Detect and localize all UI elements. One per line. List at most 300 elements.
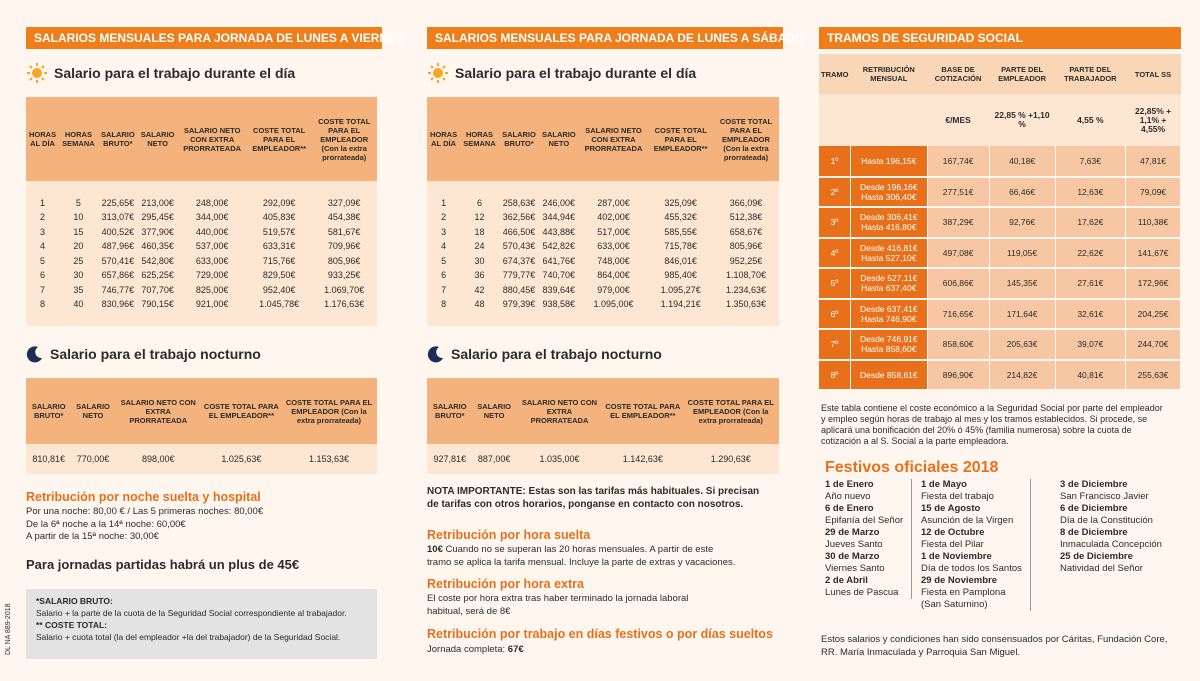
ss-table: [819, 54, 1181, 391]
ret-line: A partir de la 15ª noche: 30,00€: [26, 531, 159, 542]
hour-rate-text: [427, 544, 735, 569]
section-header: SALARIOS MENSUALES PARA JORNADA DE LUNES A VIERNES: [26, 27, 382, 49]
column-header: SALARIO NETO: [76, 402, 110, 420]
column-header: SALARIO BRUTO*: [100, 130, 135, 148]
table-cell: 1.025,63€: [221, 454, 262, 464]
moon-icon: [427, 345, 445, 363]
table-row: [819, 207, 1181, 238]
holiday-name: (San Saturnino): [921, 599, 988, 610]
column-header: BASE DE COTIZACIÓN: [934, 65, 982, 83]
night-section-title: [427, 345, 662, 363]
table-cell: 141,67€: [1126, 238, 1181, 269]
legal-deposit: DL NA 889-2018: [5, 603, 12, 655]
table-cell: Desde 637,41€ Hasta 746,90€: [851, 299, 928, 330]
column-header: COSTE TOTAL PARA EL EMPLEADOR (Con la extra prorrateada): [285, 397, 373, 425]
table-cell: 36: [474, 270, 485, 281]
table-cell: 858,60€: [927, 329, 989, 360]
day-title-text: Salario para el trabajo durante el día: [455, 65, 697, 81]
table-cell: 4: [441, 241, 447, 252]
table-cell: 537,00€: [195, 241, 229, 252]
table-cell: 625,25€: [141, 270, 174, 281]
table-cell: 570,43€: [502, 241, 536, 252]
extra-hour-line: El coste por hora extra tras haber terminado la jornada laboral: [427, 593, 689, 604]
holiday-date: 1 de Noviembre: [921, 551, 992, 562]
column-subheader: 4,55 %: [1077, 114, 1104, 125]
holiday-date: 29 de Noviembre: [921, 575, 998, 586]
table-cell: 729,00€: [195, 270, 229, 281]
table-cell: 790,15€: [141, 299, 174, 310]
night-hospital-text: [26, 506, 263, 544]
spacer-cell: [26, 312, 377, 327]
holiday-item: [825, 479, 903, 503]
holiday-column: [825, 479, 912, 599]
table-cell: 3º: [819, 207, 851, 238]
table-cell: 8: [40, 299, 46, 310]
holiday-name: Fiesta del Pilar: [921, 539, 984, 550]
table-row: [26, 239, 377, 254]
holiday-date: 2 de Abril: [825, 575, 868, 586]
column-header: HORAS SEMANA: [62, 130, 95, 148]
table-cell: 35: [73, 284, 84, 295]
note-text: Salario + la parte de la cuota de la Seguridad Social correspondiente al trabajador.: [36, 608, 347, 618]
holiday-name: Fiesta del trabajo: [921, 491, 994, 502]
night-title-text: Salario para el trabajo nocturno: [451, 346, 662, 362]
holiday-item: [921, 479, 1022, 503]
holiday-name: San Francisco Javier: [1060, 491, 1149, 502]
desc-line: cotización a al S. Social a la parte empleadora.: [821, 436, 1009, 446]
hour-rate-line: tramo se aplica la tarifa mensual. Incluye la parte de extras y vacaciones.: [427, 556, 736, 568]
moon-icon: [26, 345, 44, 363]
table-cell: 30: [73, 270, 84, 281]
table-cell: 40: [73, 299, 84, 310]
table-cell: 258,63€: [502, 197, 536, 208]
hour-rate-title: Retribución por hora suelta: [427, 528, 591, 542]
ret-line: Por una noche: 80,00 € / Las 5 primeras noches: 80,00€: [26, 506, 264, 517]
table-cell: 344,94€: [542, 212, 576, 223]
table-cell: 715,76€: [262, 255, 296, 266]
holiday-column: [1060, 479, 1162, 575]
table-row: [819, 177, 1181, 208]
section-header: TRAMOS DE SEGURIDAD SOCIAL: [819, 27, 1181, 49]
table-cell: 110,38€: [1126, 207, 1181, 238]
holiday-date: 6 de Diciembre: [1060, 503, 1128, 514]
table-cell: 455,32€: [664, 212, 697, 223]
table-cell: Desde 527,11€ Hasta 637,40€: [851, 268, 928, 299]
table-cell: 66,46€: [989, 177, 1055, 208]
section-header: SALARIOS MENSUALES PARA JORNADA DE LUNES A SÁBADO: [427, 27, 783, 49]
table-cell: 8: [441, 299, 447, 310]
holiday-rate-text: [427, 644, 524, 657]
note-text: Salario + cuota total (la del empleador +la del trabajador) de la Seguridad Social.: [36, 632, 341, 642]
day-salary-table: [26, 97, 377, 326]
hour-rate-value: 10€: [427, 544, 443, 555]
table-cell: 39,07€: [1055, 329, 1126, 360]
table-cell: 171,64€: [989, 299, 1055, 330]
column-header: COSTE TOTAL PARA EL EMPLEADOR (Con la extra prorrateada): [318, 116, 371, 162]
table-cell: 42: [474, 284, 485, 295]
holiday-date: 6 de Enero: [825, 503, 874, 514]
night-section-title: [26, 345, 261, 363]
table-cell: 3: [40, 226, 46, 237]
table-cell: 709,96€: [327, 241, 361, 252]
table-cell: 145,35€: [989, 268, 1055, 299]
table-cell: 487,96€: [101, 241, 135, 252]
table-cell: 4: [40, 241, 46, 252]
desc-line: aplicará una bonificación del 20% ó 45% (familia numerosa) sobre la cuota de: [821, 425, 1132, 435]
table-cell: 40,18€: [989, 146, 1055, 177]
table-cell: 1.069,70€: [324, 284, 365, 295]
column-subheader: €/MES: [945, 114, 971, 125]
table-cell: 10: [73, 212, 84, 223]
table-row: [26, 196, 377, 211]
footer-line: Estos salarios y condiciones han sido consensuados por Cáritas, Fundación Core,: [821, 634, 1168, 645]
table-cell: 12: [474, 212, 485, 223]
table-cell: 460,35€: [141, 241, 174, 252]
table-cell: 839,64€: [542, 284, 576, 295]
spacer-cell: [427, 181, 779, 196]
table-cell: 172,96€: [1126, 268, 1181, 299]
holiday-date: 1 de Enero: [825, 479, 874, 490]
table-cell: 952,40€: [262, 284, 296, 295]
table-cell: 779,77€: [502, 270, 536, 281]
column-subheader: 22,85 % +1,10 %: [994, 110, 1050, 129]
table-cell: 325,09€: [664, 197, 697, 208]
table-cell: 7: [441, 284, 447, 295]
table-cell: 896,90€: [927, 360, 989, 391]
table-cell: 287,00€: [597, 197, 630, 208]
spacer-row: [427, 312, 779, 327]
column-subheader: [851, 94, 928, 146]
table-cell: 366,09€: [729, 197, 763, 208]
spacer-row: [26, 181, 377, 196]
notes-box: [26, 589, 377, 659]
column-header: COSTE TOTAL PARA EL EMPLEADOR**: [203, 402, 279, 420]
holiday-item: [921, 527, 1022, 551]
table-cell: 213,00€: [141, 197, 174, 208]
table-header-row: [26, 378, 377, 444]
column-header: SALARIO NETO: [477, 402, 511, 420]
table-cell: 1.234,63€: [725, 284, 766, 295]
table-cell: 898,00€: [141, 454, 175, 464]
table-cell: 1.095,27€: [660, 284, 701, 295]
table-cell: 770,00€: [76, 454, 110, 464]
table-cell: 805,96€: [729, 241, 763, 252]
column-header: PARTE DEL EMPLEADOR: [998, 65, 1047, 83]
table-row: [26, 444, 377, 474]
table-cell: 825,00€: [195, 284, 229, 295]
table-cell: 377,90€: [141, 226, 174, 237]
column-header: TRAMO: [821, 69, 849, 79]
column-header: SALARIO NETO CON EXTRA PRORRATEADA: [120, 397, 196, 425]
holiday-item: [825, 503, 903, 527]
column-header: RETRIBUCIÓN MENSUAL: [862, 65, 915, 83]
holiday-item: [921, 503, 1022, 527]
table-cell: 18: [474, 226, 485, 237]
table-header-row: [427, 378, 779, 444]
table-cell: 921,00€: [195, 299, 229, 310]
table-cell: 204,25€: [1126, 299, 1181, 330]
desc-line: y empleo según horas de trabajo al mes y los tramos establecidos. Si procede, se: [821, 414, 1148, 424]
holiday-rate-value: 67€: [507, 644, 524, 655]
table-cell: 32,61€: [1055, 299, 1126, 330]
table-row: [427, 210, 779, 225]
table-cell: 748,00€: [597, 255, 630, 266]
table-cell: 443,88€: [542, 226, 576, 237]
table-row: [427, 239, 779, 254]
spacer-row: [26, 312, 377, 327]
table-cell: 952,25€: [729, 255, 763, 266]
day-salary-table: [427, 97, 779, 326]
table-cell: 5: [441, 255, 447, 266]
note-title: *SALARIO BRUTO:: [36, 596, 113, 606]
spacer-cell: [26, 181, 377, 196]
table-row: [26, 254, 377, 269]
table-cell: 214,82€: [989, 360, 1055, 391]
table-cell: 1.153,63€: [308, 454, 349, 464]
column-header: COSTE TOTAL PARA EL EMPLEADOR (Con la extra prorrateada): [687, 397, 774, 425]
holiday-date: 25 de Diciembre: [1060, 551, 1133, 562]
night-title-text: Salario para el trabajo nocturno: [50, 346, 261, 362]
table-row: [427, 283, 779, 298]
table-cell: 512,38€: [729, 212, 763, 223]
table-cell: 2º: [819, 177, 851, 208]
table-header-row: [427, 97, 779, 181]
table-cell: 585,55€: [664, 226, 697, 237]
table-cell: Desde 416,81€ Hasta 527,10€: [851, 238, 928, 269]
table-cell: 400,52€: [101, 226, 135, 237]
table-row: [427, 268, 779, 283]
table-cell: 25: [73, 255, 84, 266]
table-row: [819, 299, 1181, 330]
table-cell: 292,09€: [262, 197, 296, 208]
note-line: NOTA IMPORTANTE: Estas son las tarifas más habituales. Si precisan: [427, 486, 760, 497]
holiday-item: [1060, 527, 1162, 551]
table-row: [26, 225, 377, 240]
table-cell: 805,96€: [327, 255, 361, 266]
table-cell: 1: [441, 197, 447, 208]
table-row: [427, 297, 779, 312]
table-cell: 633,31€: [262, 241, 296, 252]
table-cell: 1.045,78€: [259, 299, 300, 310]
table-cell: 244,70€: [1126, 329, 1181, 360]
night-salary-table: [427, 378, 779, 474]
holiday-name: Día de todos los Santos: [921, 563, 1022, 574]
table-cell: 927,81€: [433, 454, 466, 464]
table-row: [427, 225, 779, 240]
table-cell: 167,74€: [927, 146, 989, 177]
table-cell: 633,00€: [597, 241, 630, 252]
table-row: [26, 283, 377, 298]
table-row: [819, 360, 1181, 391]
table-cell: 362,56€: [502, 212, 536, 223]
holiday-column: [921, 479, 1031, 611]
note-title: ** COSTE TOTAL:: [36, 620, 107, 630]
holiday-name: Día de la Constitución: [1060, 515, 1153, 526]
holiday-item: [1060, 551, 1162, 575]
table-cell: 5: [40, 255, 46, 266]
table-cell: 27,61€: [1055, 268, 1126, 299]
column-subheader: [819, 94, 851, 146]
column-header: SALARIO BRUTO*: [31, 402, 66, 420]
table-cell: 6: [40, 270, 46, 281]
holiday-name: Asunción de la Virgen: [921, 515, 1014, 526]
table-cell: 497,08€: [927, 238, 989, 269]
column-header: HORAS AL DÍA: [29, 130, 57, 148]
table-cell: 1.142,63€: [622, 454, 663, 464]
table-cell: 880,45€: [502, 284, 536, 295]
holiday-name: Jueves Santo: [825, 539, 883, 550]
table-cell: 1.108,70€: [725, 270, 766, 281]
table-cell: 313,07€: [101, 212, 135, 223]
desc-line: Este tabla contiene el coste económico a la Seguridad Social por parte del empleador: [821, 403, 1163, 413]
table-cell: 20: [73, 241, 84, 252]
table-cell: 1º: [819, 146, 851, 177]
table-cell: 606,86€: [927, 268, 989, 299]
table-cell: 3: [441, 226, 447, 237]
table-row: [427, 254, 779, 269]
holiday-item: [825, 527, 903, 551]
table-cell: 12,63€: [1055, 177, 1126, 208]
table-cell: 92,76€: [989, 207, 1055, 238]
table-cell: Desde 306,41€ Hasta 416,80€: [851, 207, 928, 238]
table-cell: 542,82€: [542, 241, 576, 252]
table-cell: 466,50€: [502, 226, 536, 237]
holiday-item: [825, 551, 903, 575]
table-cell: 402,00€: [597, 212, 630, 223]
column-header: SALARIO NETO: [140, 130, 175, 148]
table-cell: 344,00€: [195, 212, 229, 223]
table-cell: 1.194,21€: [660, 299, 701, 310]
table-cell: 707,70€: [141, 284, 174, 295]
table-cell: 746,77€: [101, 284, 135, 295]
table-cell: 1.035,00€: [539, 454, 580, 464]
important-note: [427, 486, 759, 511]
column-header: COSTE TOTAL PARA EL EMPLEADOR**: [605, 402, 681, 420]
holiday-item: [921, 551, 1022, 575]
table-cell: 30: [474, 255, 485, 266]
table-cell: Desde 196,16€ Hasta 306,40€: [851, 177, 928, 208]
column-header: COSTE TOTAL PARA EL EMPLEADOR (Con la extra prorrateada): [719, 116, 773, 162]
table-cell: 8º: [819, 360, 851, 391]
table-cell: 454,38€: [327, 212, 361, 223]
table-cell: 657,86€: [101, 270, 135, 281]
holiday-date: 15 de Agosto: [921, 503, 981, 514]
holiday-name: Lunes de Pascua: [825, 587, 899, 598]
table-cell: 7º: [819, 329, 851, 360]
table-row: [819, 238, 1181, 269]
footer-line: RR. María Inmaculada y Parroquia San Miguel.: [821, 646, 1021, 658]
table-cell: 6: [477, 197, 483, 208]
table-cell: 2: [441, 212, 447, 223]
table-cell: 933,25€: [327, 270, 361, 281]
table-cell: 440,00€: [195, 226, 229, 237]
day-section-title: [427, 62, 696, 84]
hour-rate-line: Cuando no se superan las 20 horas mensuales. A partir de este: [442, 544, 714, 555]
table-row: [427, 196, 779, 211]
table-cell: 6º: [819, 299, 851, 330]
table-cell: 5º: [819, 268, 851, 299]
table-row: [819, 146, 1181, 177]
table-cell: 810,81€: [32, 454, 65, 464]
column-header: COSTE TOTAL PARA EL EMPLEADOR**: [252, 125, 307, 153]
table-cell: 658,67€: [729, 226, 763, 237]
table-cell: 581,67€: [327, 226, 361, 237]
column-header: SALARIO NETO CON EXTRA PRORRATEADA: [584, 125, 643, 153]
table-cell: 846,01€: [664, 255, 697, 266]
holiday-date: 3 de Diciembre: [1060, 479, 1128, 490]
table-header-row: [819, 54, 1181, 94]
column-header: TOTAL SS: [1134, 69, 1172, 79]
holiday-date: 1 de Mayo: [921, 479, 967, 490]
holiday-date: 8 de Diciembre: [1060, 527, 1128, 538]
holiday-item: [1060, 479, 1162, 503]
column-header: PARTE DEL TRABAJADOR: [1064, 65, 1117, 83]
table-cell: 979,00€: [597, 284, 630, 295]
holiday-name: Fiesta en Pamplona: [921, 587, 1006, 598]
table-cell: 387,29€: [927, 207, 989, 238]
table-cell: 5: [75, 197, 81, 208]
table-cell: 1.290,63€: [710, 454, 751, 464]
column-header: HORAS SEMANA: [463, 130, 496, 148]
column-header: HORAS AL DÍA: [430, 130, 458, 148]
extra-hour-line: habitual, será de 8€: [427, 605, 511, 617]
holiday-date: 30 de Marzo: [825, 551, 880, 562]
table-cell: 570,41€: [101, 255, 135, 266]
day-title-text: Salario para el trabajo durante el día: [54, 65, 296, 81]
table-cell: 716,65€: [927, 299, 989, 330]
table-cell: Desde 858,61€: [851, 360, 928, 391]
table-row: [26, 268, 377, 283]
table-cell: 24: [474, 241, 485, 252]
table-cell: 4º: [819, 238, 851, 269]
holiday-name: Epifanía del Señor: [825, 515, 904, 526]
table-cell: 17,62€: [1055, 207, 1126, 238]
column-header: COSTE TOTAL PARA EL EMPLEADOR**: [653, 125, 708, 153]
table-cell: 405,83€: [262, 212, 296, 223]
table-cell: 40,81€: [1055, 360, 1126, 391]
table-cell: 327,09€: [327, 197, 361, 208]
day-section-title: [26, 62, 295, 84]
table-cell: 47,81€: [1126, 146, 1181, 177]
table-cell: 1: [40, 197, 46, 208]
table-cell: 1.095,00€: [593, 299, 634, 310]
table-cell: 7: [40, 284, 46, 295]
plus-text: Para jornadas partidas habrá un plus de 45€: [26, 557, 300, 572]
table-row: [819, 268, 1181, 299]
holiday-rate-title: Retribución por trabajo en días festivos o por días sueltos: [427, 627, 773, 641]
table-cell: 829,50€: [262, 270, 296, 281]
table-cell: 519,57€: [262, 226, 296, 237]
table-cell: 6: [441, 270, 447, 281]
table-cell: 7,63€: [1055, 146, 1126, 177]
table-row: [427, 444, 779, 474]
table-cell: 542,80€: [141, 255, 174, 266]
table-cell: 255,63€: [1126, 360, 1181, 391]
holiday-item: [921, 575, 1022, 611]
table-cell: 1.176,63€: [324, 299, 365, 310]
column-subheader: 22,85% + 1,1% + 4,55%: [1134, 105, 1172, 134]
holidays-title: Festivos oficiales 2018: [825, 459, 999, 476]
table-cell: 979,39€: [502, 299, 536, 310]
table-cell: 246,00€: [542, 197, 576, 208]
spacer-cell: [427, 312, 779, 327]
ss-description: [821, 403, 1163, 447]
table-cell: 295,45€: [141, 212, 174, 223]
column-header: SALARIO NETO CON EXTRA PRORRATEADA: [183, 125, 242, 153]
table-cell: 633,00€: [195, 255, 229, 266]
table-cell: 2: [40, 212, 46, 223]
footer-note: [821, 634, 1167, 659]
